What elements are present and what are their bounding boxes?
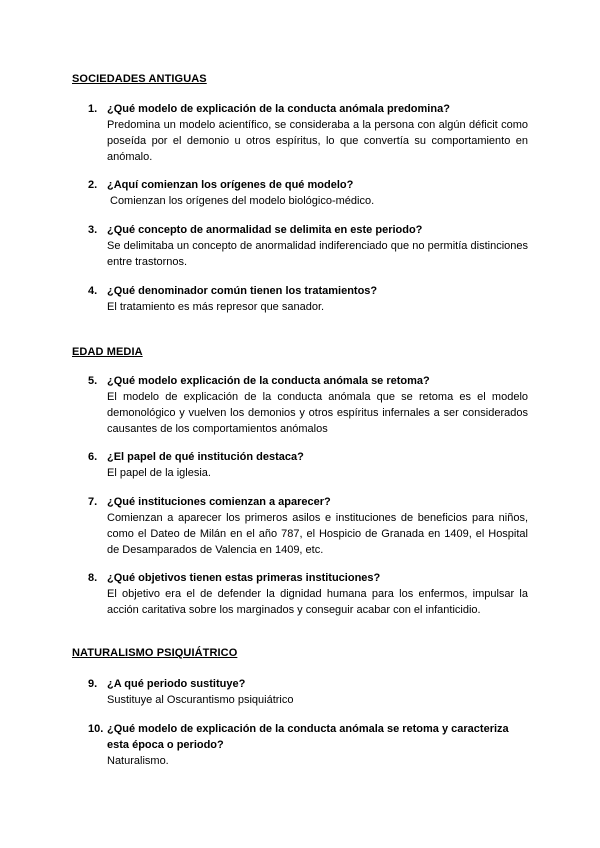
qa-item-4 — [88, 283, 528, 315]
question: 1. ¿Qué modelo de explicación de la conducta anómala predomina? — [88, 103, 450, 115]
qa-item-9 — [88, 676, 528, 708]
answer: Comienzan a aparecer los primeros asilos e instituciones de beneficios para niños, como el Dateo de Milán en el año 787, el Hospicio de Granada en 1409, el Hospital de Desamparados de Valencia en 1409, etc. — [107, 512, 528, 556]
question: 3. ¿Qué concepto de anormalidad se delimita en este periodo? — [88, 224, 423, 236]
question: 4. ¿Qué denominador común tienen los tratamientos? — [88, 285, 378, 297]
qa-item-6 — [88, 449, 528, 481]
answer: Sustituye al Oscurantismo psiquiátrico — [107, 694, 294, 706]
answer: Se delimitaba un concepto de anormalidad indiferenciado que no permitía distinciones entre trastornos. — [107, 240, 528, 268]
section-heading-naturalismo-psiquiatrico: NATURALISMO PSIQUIÁTRICO — [72, 647, 238, 659]
section-heading-edad-media: EDAD MEDIA — [72, 346, 143, 358]
answer: Naturalismo. — [107, 755, 169, 767]
answer: Predomina un modelo acientífico, se consideraba a la persona con algún déficit como poseída por el demonio u otros espíritus, lo que convertía su comportamiento en anómalo. — [107, 119, 528, 163]
question: 8. ¿Qué objetivos tienen estas primeras instituciones? — [88, 572, 381, 584]
qa-item-2 — [88, 177, 528, 209]
qa-item-7 — [88, 494, 528, 558]
qa-item-3 — [88, 222, 528, 270]
answer: El papel de la iglesia. — [107, 467, 211, 479]
qa-item-1 — [88, 101, 528, 165]
answer: El modelo de explicación de la conducta anómala que se retoma es el modelo demonológico y vuelven los demonios y otros espíritus infernales a ser considerados causantes de los comportamientos anómalos — [107, 391, 528, 435]
answer: Comienzan los orígenes del modelo biológico-médico. — [110, 195, 375, 207]
question: 5. ¿Qué modelo explicación de la conducta anómala se retoma? — [88, 375, 430, 387]
qa-item-10 — [88, 721, 528, 769]
question: 6. ¿El papel de qué institución destaca? — [88, 451, 304, 463]
question: 2. ¿Aquí comienzan los orígenes de qué modelo? — [88, 179, 354, 191]
section-heading-sociedades-antiguas: SOCIEDADES ANTIGUAS — [72, 73, 207, 85]
question: 9. ¿A qué periodo sustituye? — [88, 678, 246, 690]
answer: El objetivo era el de defender la dignidad humana para los enfermos, impulsar la acción caritativa sobre los marginados y conseguir acabar con el infanticidio. — [107, 588, 528, 616]
qa-item-5 — [88, 373, 528, 437]
answer: El tratamiento es más represor que sanador. — [107, 301, 325, 313]
question: 10. ¿Qué modelo de explicación de la conducta anómala se retoma y caracteriza esta época o periodo? — [88, 723, 509, 751]
question: 7. ¿Qué instituciones comienzan a aparecer? — [88, 496, 331, 508]
qa-item-8 — [88, 570, 528, 618]
